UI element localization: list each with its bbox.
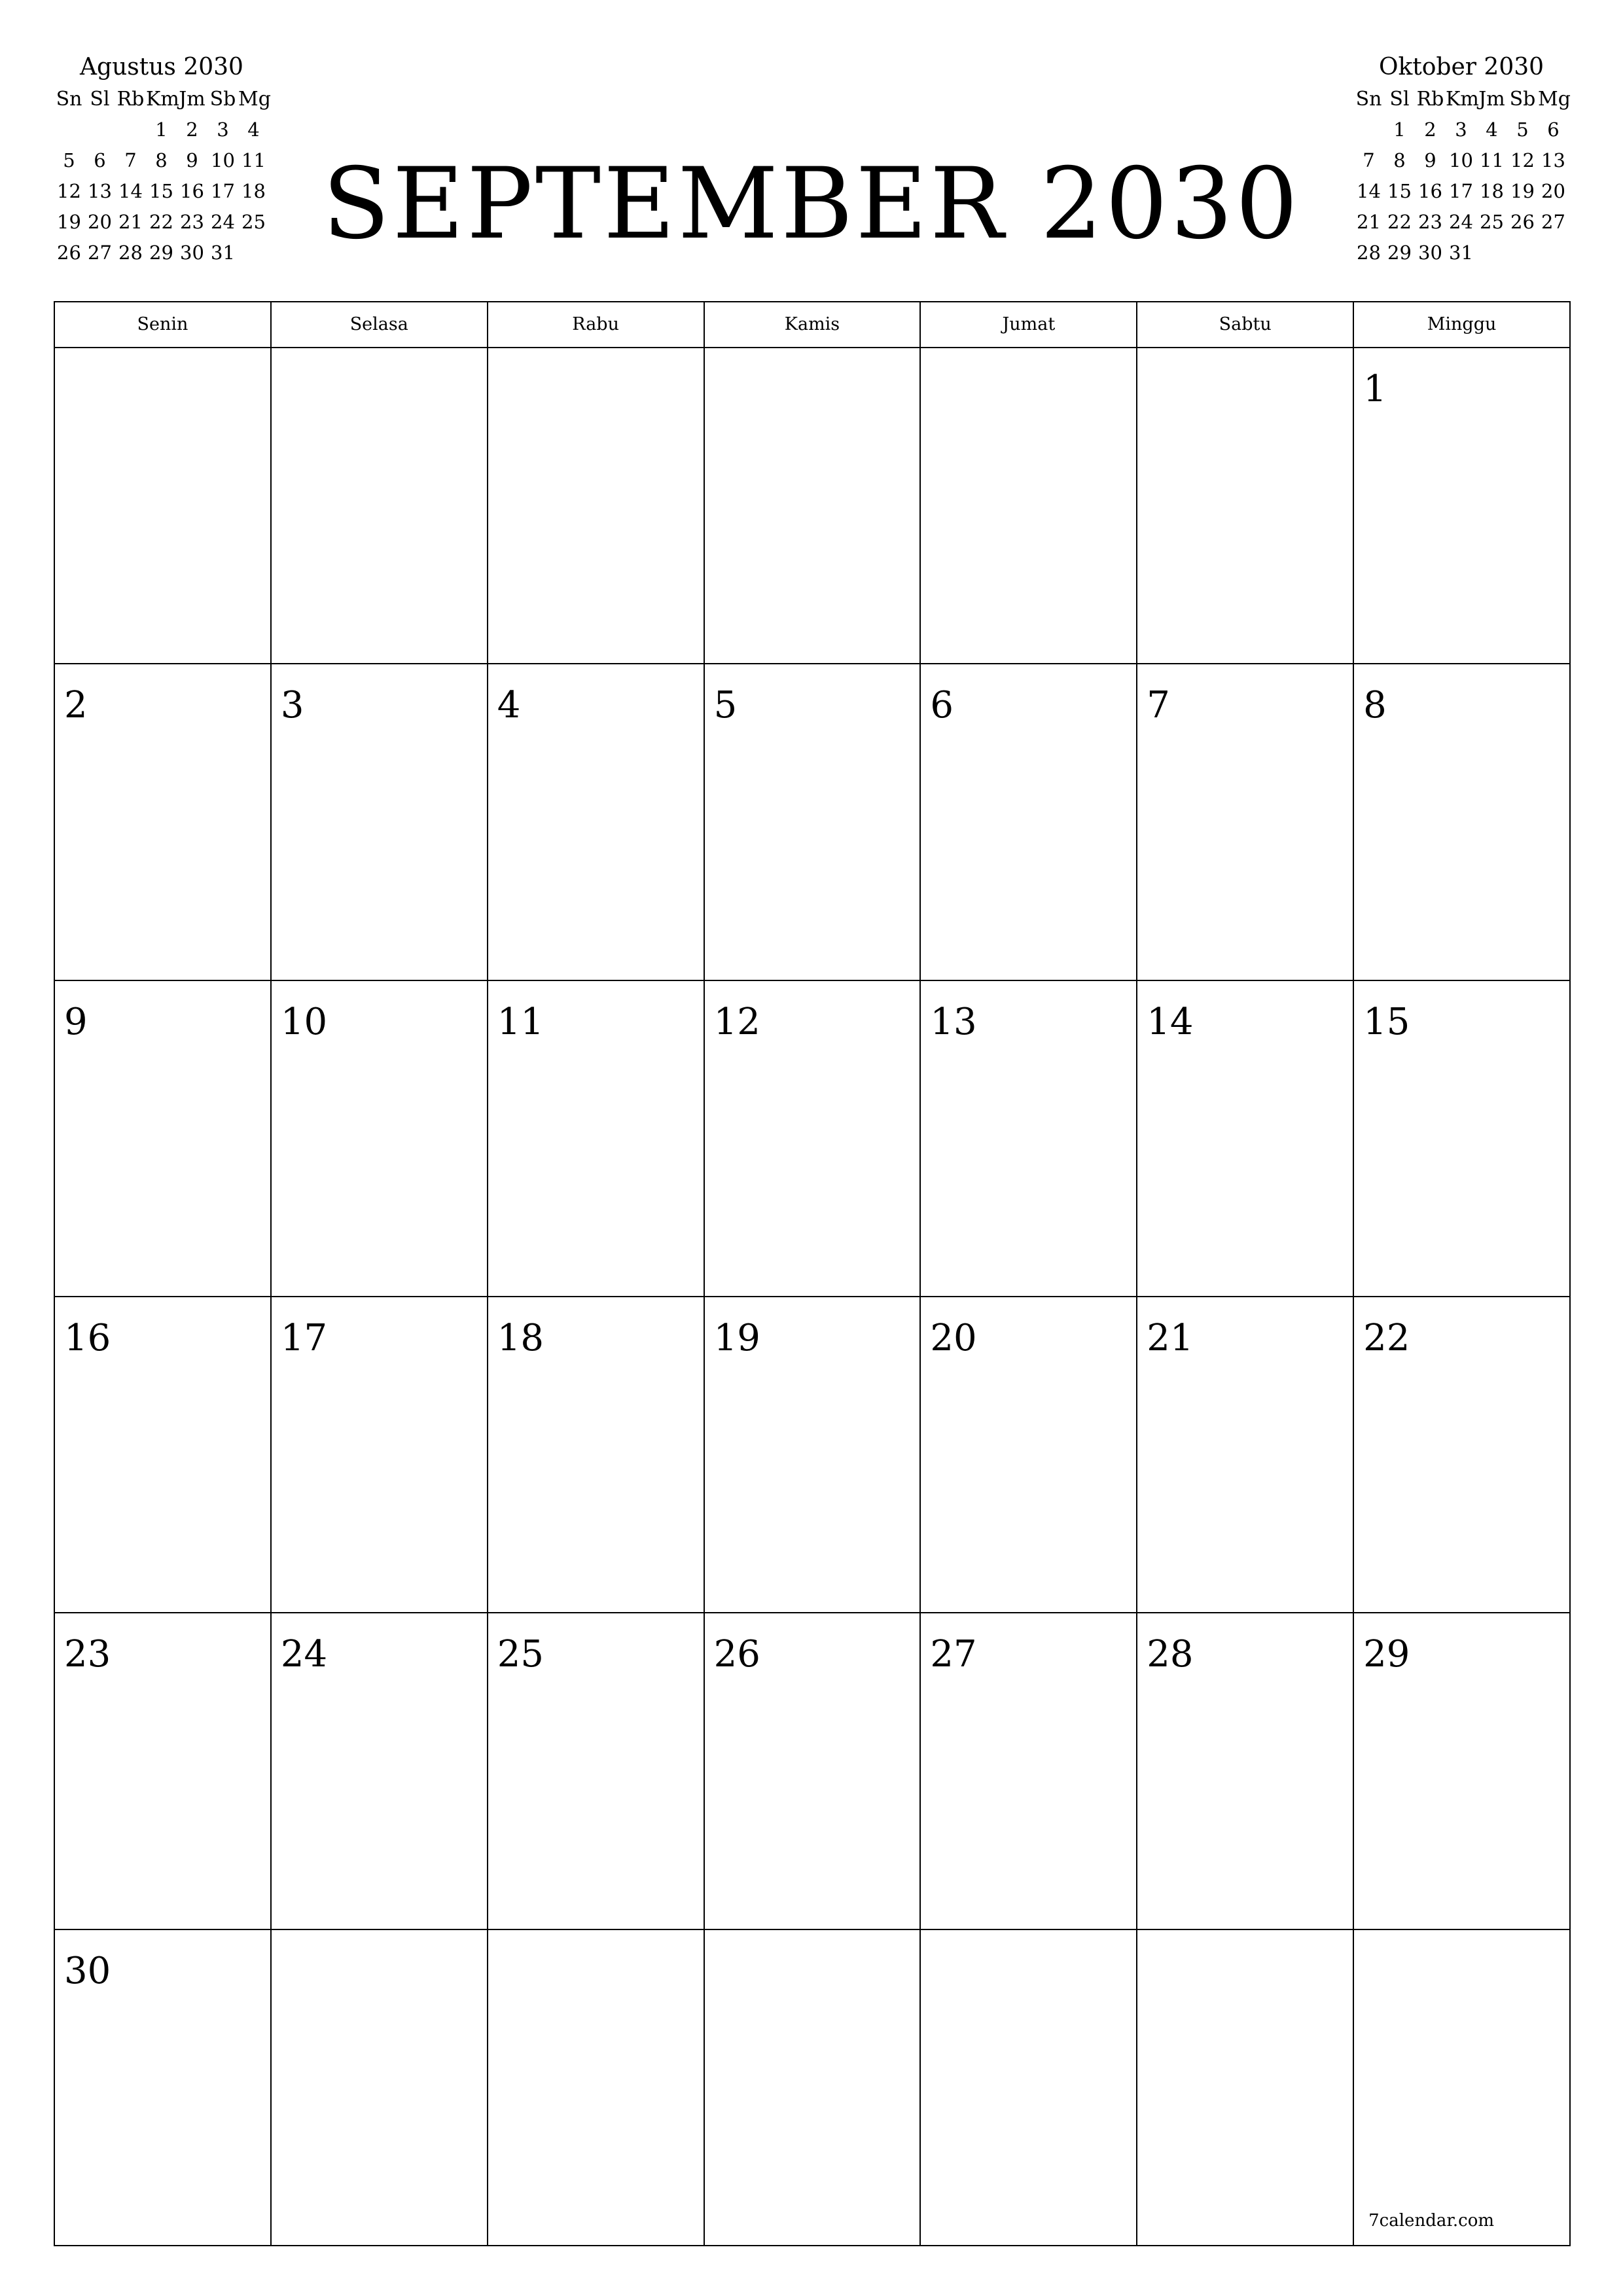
day-number: 7 — [1147, 684, 1170, 727]
day-cell — [705, 1613, 921, 1929]
day-cell — [272, 981, 488, 1297]
mini-day-number: 19 — [1510, 180, 1535, 202]
mini-day-number: 29 — [149, 242, 173, 264]
day-cell — [705, 348, 921, 664]
mini-day-number: 22 — [149, 211, 173, 233]
day-number: 19 — [713, 1317, 760, 1359]
day-number: 8 — [1363, 684, 1387, 727]
day-cell — [1137, 348, 1354, 664]
mini-weekday-header: Sb — [209, 88, 236, 111]
day-cell — [921, 664, 1137, 980]
weekday-header: Selasa — [272, 302, 488, 348]
mini-day-number: 16 — [1418, 180, 1442, 202]
day-number: 15 — [1363, 1000, 1410, 1043]
weekday-header: Sabtu — [1137, 302, 1354, 348]
mini-day-number: 25 — [241, 211, 266, 233]
day-number: 28 — [1147, 1633, 1194, 1676]
mini-day-number: 10 — [1449, 149, 1473, 171]
mini-day-number: 21 — [1357, 211, 1381, 233]
mini-weekday-header: Sb — [1509, 88, 1536, 111]
mini-day-number: 10 — [211, 149, 235, 171]
day-cell — [55, 664, 272, 980]
mini-day-number: 1 — [155, 118, 168, 141]
day-number: 23 — [64, 1633, 111, 1676]
mini-day-number: 7 — [1363, 149, 1375, 171]
day-number: 21 — [1147, 1317, 1194, 1359]
mini-day-number: 9 — [186, 149, 198, 171]
mini-day-number: 18 — [1480, 180, 1504, 202]
mini-day-number: 31 — [211, 242, 235, 264]
mini-day-number — [1507, 238, 1538, 268]
day-cell — [55, 1930, 272, 2246]
mini-day-number: 17 — [211, 180, 235, 202]
day-number: 25 — [497, 1633, 544, 1676]
mini-day-number — [54, 115, 84, 145]
mini-day-number: 6 — [1547, 118, 1560, 141]
mini-day-number — [84, 115, 115, 145]
day-number: 12 — [713, 1000, 760, 1043]
day-cell — [488, 1613, 705, 1929]
mini-day-number: 14 — [1357, 180, 1381, 202]
mini-day-number: 1 — [1393, 118, 1406, 141]
mini-day-number: 26 — [1510, 211, 1535, 233]
day-cell — [272, 348, 488, 664]
mini-day-number: 29 — [1387, 242, 1412, 264]
mini-day-number: 3 — [217, 118, 229, 141]
mini-day-number: 9 — [1424, 149, 1436, 171]
mini-weekday-header: Km — [146, 88, 179, 111]
mini-day-number: 16 — [180, 180, 204, 202]
mini-day-number: 24 — [211, 211, 235, 233]
day-number: 3 — [280, 684, 304, 727]
mini-day-number: 19 — [57, 211, 81, 233]
mini-calendar-next-month — [1353, 51, 1569, 268]
day-cell — [1354, 981, 1571, 1297]
day-number: 29 — [1363, 1633, 1410, 1676]
mini-day-number: 17 — [1449, 180, 1473, 202]
day-number: 9 — [64, 1000, 88, 1043]
day-number: 5 — [713, 684, 738, 727]
mini-day-number: 25 — [1480, 211, 1504, 233]
day-cell — [1137, 1613, 1354, 1929]
mini-day-number: 28 — [118, 242, 143, 264]
mini-day-number: 27 — [88, 242, 112, 264]
day-cell — [1354, 1297, 1571, 1613]
mini-weekday-header: Mg — [1538, 88, 1571, 111]
mini-day-number: 24 — [1449, 211, 1473, 233]
mini-day-number: 22 — [1387, 211, 1412, 233]
day-cell — [488, 1297, 705, 1613]
day-cell — [272, 664, 488, 980]
mini-day-number: 2 — [186, 118, 198, 141]
mini-day-number: 6 — [94, 149, 106, 171]
day-number: 20 — [930, 1317, 977, 1359]
site-credit: 7calendar.com — [1368, 2211, 1495, 2231]
day-cell — [55, 981, 272, 1297]
day-number: 22 — [1363, 1317, 1410, 1359]
mini-weekday-header: Sn — [56, 88, 82, 111]
day-cell — [705, 981, 921, 1297]
day-cell — [921, 1613, 1137, 1929]
day-number: 6 — [930, 684, 954, 727]
day-number: 2 — [64, 684, 88, 727]
mini-calendar-title: Oktober 2030 — [1378, 54, 1544, 81]
day-number: 26 — [713, 1633, 760, 1676]
mini-day-number: 30 — [180, 242, 204, 264]
day-cell — [272, 1613, 488, 1929]
month-calendar-grid — [54, 301, 1571, 2246]
weekday-header: Senin — [55, 302, 272, 348]
mini-weekday-header: Km — [1446, 88, 1479, 111]
day-cell — [55, 1613, 272, 1929]
mini-day-number — [1476, 238, 1507, 268]
mini-day-number — [115, 115, 146, 145]
day-number: 16 — [64, 1317, 111, 1359]
mini-day-number: 4 — [247, 118, 260, 141]
mini-day-number: 14 — [118, 180, 143, 202]
mini-day-number: 7 — [124, 149, 137, 171]
mini-day-number: 23 — [180, 211, 204, 233]
mini-day-number: 8 — [1393, 149, 1406, 171]
mini-day-number: 13 — [88, 180, 112, 202]
mini-day-number: 11 — [241, 149, 266, 171]
day-cell — [1137, 664, 1354, 980]
mini-day-number: 5 — [63, 149, 75, 171]
day-number: 18 — [497, 1317, 544, 1359]
weekday-header: Rabu — [488, 302, 705, 348]
mini-weekday-header: Rb — [116, 88, 145, 111]
mini-day-number: 15 — [1387, 180, 1412, 202]
day-cell — [272, 1297, 488, 1613]
mini-day-number: 20 — [1541, 180, 1565, 202]
day-cell — [488, 664, 705, 980]
mini-weekday-header: Mg — [238, 88, 271, 111]
mini-calendar-title: Agustus 2030 — [80, 54, 243, 81]
day-cell — [705, 1297, 921, 1613]
day-number: 1 — [1363, 368, 1387, 410]
mini-weekday-header: Sl — [1389, 88, 1410, 111]
mini-day-number: 8 — [155, 149, 168, 171]
day-cell — [55, 348, 272, 664]
day-cell — [488, 1930, 705, 2246]
mini-day-number: 15 — [149, 180, 173, 202]
mini-day-number: 11 — [1480, 149, 1504, 171]
day-cell — [488, 981, 705, 1297]
day-number: 13 — [930, 1000, 977, 1043]
mini-day-number: 2 — [1424, 118, 1436, 141]
day-number: 17 — [280, 1317, 328, 1359]
mini-day-number: 23 — [1418, 211, 1442, 233]
day-cell — [1137, 1930, 1354, 2246]
day-number: 27 — [930, 1633, 977, 1676]
weekday-header: Jumat — [921, 302, 1137, 348]
mini-day-number: 13 — [1541, 149, 1565, 171]
weekday-header: Kamis — [705, 302, 921, 348]
day-cell — [921, 1297, 1137, 1613]
day-cell — [921, 1930, 1137, 2246]
day-cell — [1354, 664, 1571, 980]
day-cell — [705, 664, 921, 980]
mini-day-number: 26 — [57, 242, 81, 264]
mini-day-number: 12 — [1510, 149, 1535, 171]
mini-weekday-header: Rb — [1416, 88, 1444, 111]
mini-weekday-header: Jm — [179, 88, 205, 111]
mini-day-number: 5 — [1516, 118, 1529, 141]
day-number: 10 — [280, 1000, 328, 1043]
mini-day-number: 20 — [88, 211, 112, 233]
mini-calendar-grid — [1353, 84, 1569, 268]
day-cell — [488, 348, 705, 664]
day-cell — [705, 1930, 921, 2246]
mini-weekday-header: Sn — [1355, 88, 1382, 111]
day-number: 4 — [497, 684, 521, 727]
page-title: SEPTEMBER 2030 — [322, 147, 1301, 261]
mini-day-number — [1538, 238, 1569, 268]
mini-day-number: 30 — [1418, 242, 1442, 264]
mini-day-number: 4 — [1486, 118, 1498, 141]
day-cell — [55, 1297, 272, 1613]
mini-day-number: 18 — [241, 180, 266, 202]
mini-day-number: 21 — [118, 211, 143, 233]
mini-weekday-header: Jm — [1478, 88, 1505, 111]
weekday-header: Minggu — [1354, 302, 1571, 348]
day-cell — [921, 981, 1137, 1297]
day-number: 30 — [64, 1949, 111, 1992]
day-cell — [1354, 1613, 1571, 1929]
mini-day-number — [1353, 115, 1384, 145]
day-cell — [921, 348, 1137, 664]
day-cell — [1354, 348, 1571, 664]
day-cell — [1354, 1930, 1571, 2246]
day-cell — [1137, 981, 1354, 1297]
day-number: 11 — [497, 1000, 544, 1043]
day-number: 14 — [1147, 1000, 1194, 1043]
mini-day-number: 3 — [1455, 118, 1467, 141]
mini-day-number: 27 — [1541, 211, 1565, 233]
day-number: 24 — [280, 1633, 328, 1676]
mini-weekday-header: Sl — [90, 88, 110, 111]
mini-day-number: 12 — [57, 180, 81, 202]
day-cell — [272, 1930, 488, 2246]
mini-day-number: 28 — [1357, 242, 1381, 264]
day-cell — [1137, 1297, 1354, 1613]
mini-day-number: 31 — [1449, 242, 1473, 264]
